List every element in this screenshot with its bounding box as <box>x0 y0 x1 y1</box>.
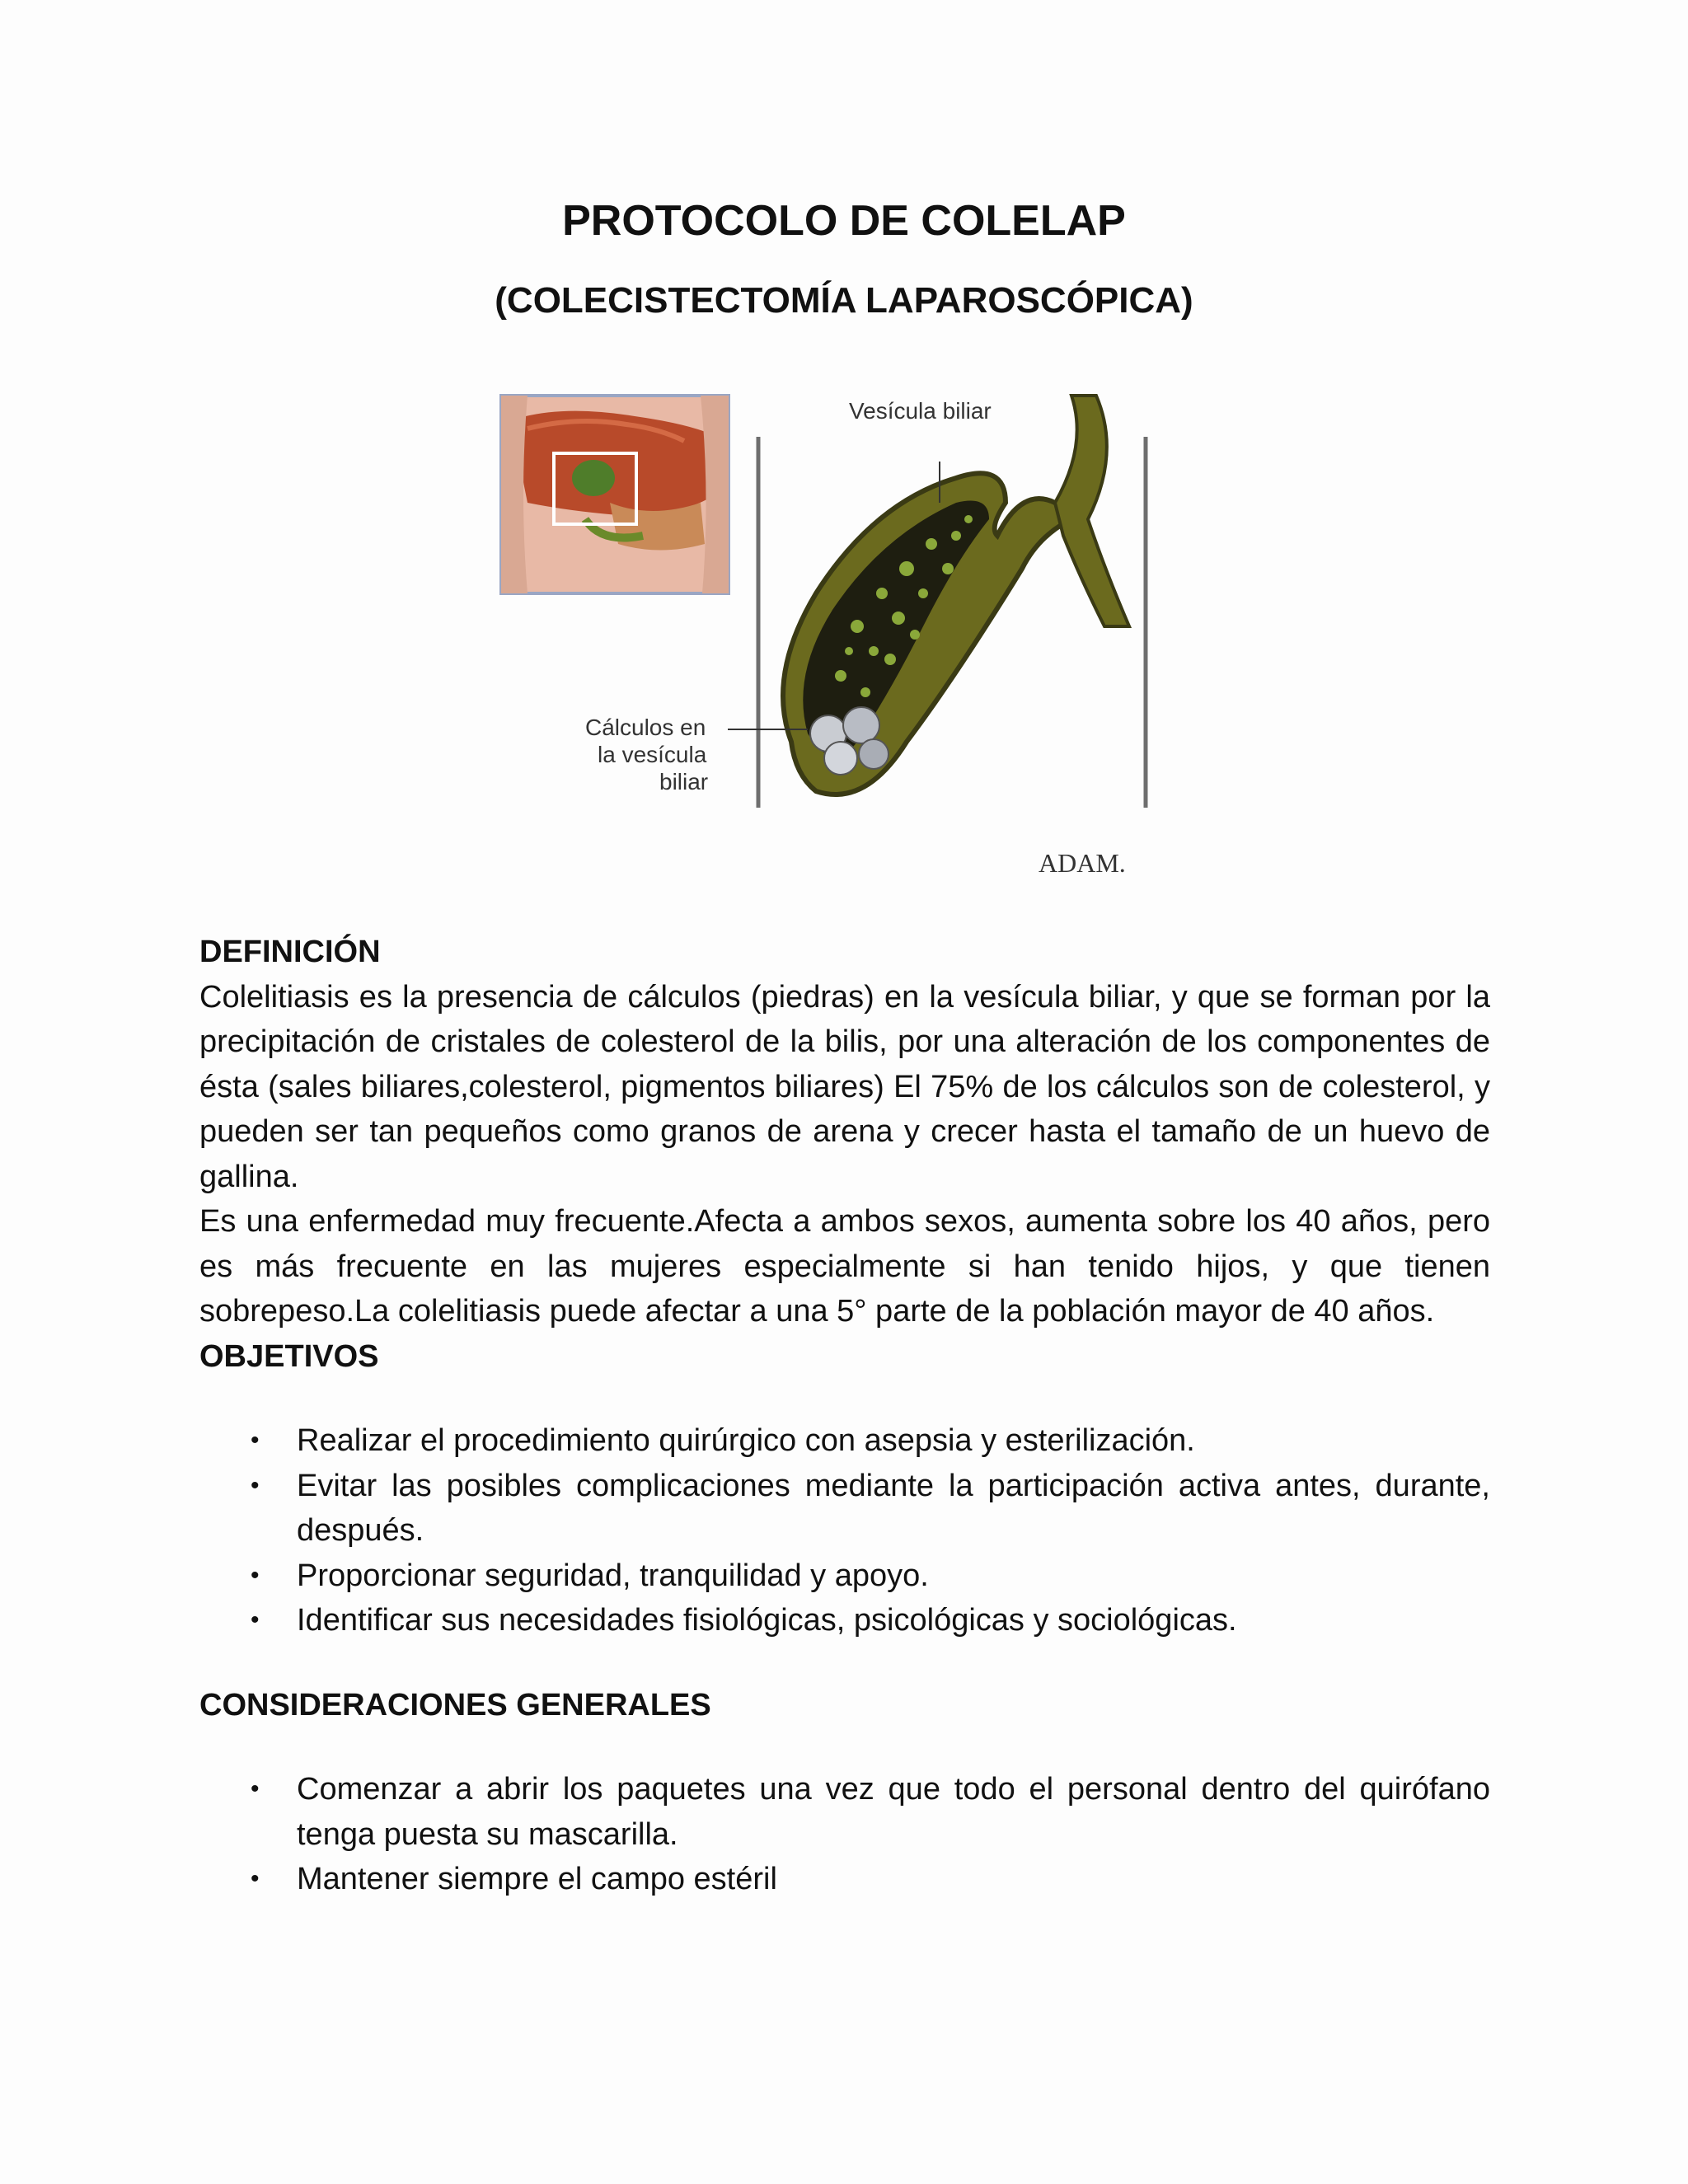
bullet-icon: • <box>251 1606 260 1633</box>
objectives-list <box>199 1418 1490 1643</box>
label-stones-line2: la vesícula <box>598 742 707 767</box>
label-gallbladder: Vesícula biliar <box>849 398 992 424</box>
definition-paragraph-2: Es una enfermedad muy frecuente.Afecta a ambos sexos, aumenta sobre los 40 años, pero es más frecuente en las mujeres especialmente si han tenido hijos, y que tienen sobrepeso.La colelitiasis puede afectar a una 5° parte de la población mayor de 40 años. <box>199 1204 1490 1329</box>
list-item: • Comenzar a abrir los paquetes una vez que todo el personal dentro del quirófano tenga puesta su mascarilla. <box>199 1767 1490 1857</box>
label-stones-line3: biliar <box>659 769 709 794</box>
document-subtitle: (COLECISTECTOMÍA LAPAROSCÓPICA) <box>495 280 1193 321</box>
list-item: • Proporcionar seguridad, tranquilidad y apoyo. <box>199 1554 1490 1599</box>
list-item: • Realizar el procedimiento quirúrgico con asepsia y esterilización. <box>199 1418 1490 1464</box>
figure-credit: ADAM. <box>1039 848 1126 878</box>
document-body <box>199 930 1490 1902</box>
list-item: • Evitar las posibles complicaciones mediante la participación activa antes, durante, después. <box>199 1464 1490 1554</box>
bullet-icon: • <box>251 1427 260 1454</box>
list-item: • Identificar sus necesidades fisiológicas, psicológicas y sociológicas. <box>199 1598 1490 1643</box>
objectives-heading: OBJETIVOS <box>199 1338 379 1374</box>
bullet-icon: • <box>251 1865 260 1892</box>
bullet-icon: • <box>251 1775 260 1802</box>
bullet-icon: • <box>251 1471 260 1499</box>
considerations-heading: CONSIDERACIONES GENERALES <box>199 1687 711 1722</box>
considerations-list <box>199 1767 1490 1902</box>
bullet-icon: • <box>251 1561 260 1589</box>
document-title: PROTOCOLO DE COLELAP <box>562 197 1126 245</box>
gallbladder-drawing <box>783 396 1129 794</box>
label-stones-line1: Cálculos en <box>585 715 706 740</box>
gallbladder-illustration <box>495 379 1179 890</box>
definition-heading: DEFINICIÓN <box>199 935 381 969</box>
definition-paragraph-1: Colelitiasis es la presencia de cálculos (piedras) en la vesícula biliar, y que se forman por la precipitación de cristales de colesterol de la bilis, por una alteración de los componentes de ésta (sales biliares,colesterol, pigmentos biliares) El 75% de los cálculos son de colesterol, y pueden ser tan pequeños como granos de arena y crecer hasta el tamaño de un huevo de gallina. <box>199 979 1490 1194</box>
list-item: • Mantener siempre el campo estéril <box>199 1857 1490 1902</box>
torso-inset <box>501 396 729 593</box>
